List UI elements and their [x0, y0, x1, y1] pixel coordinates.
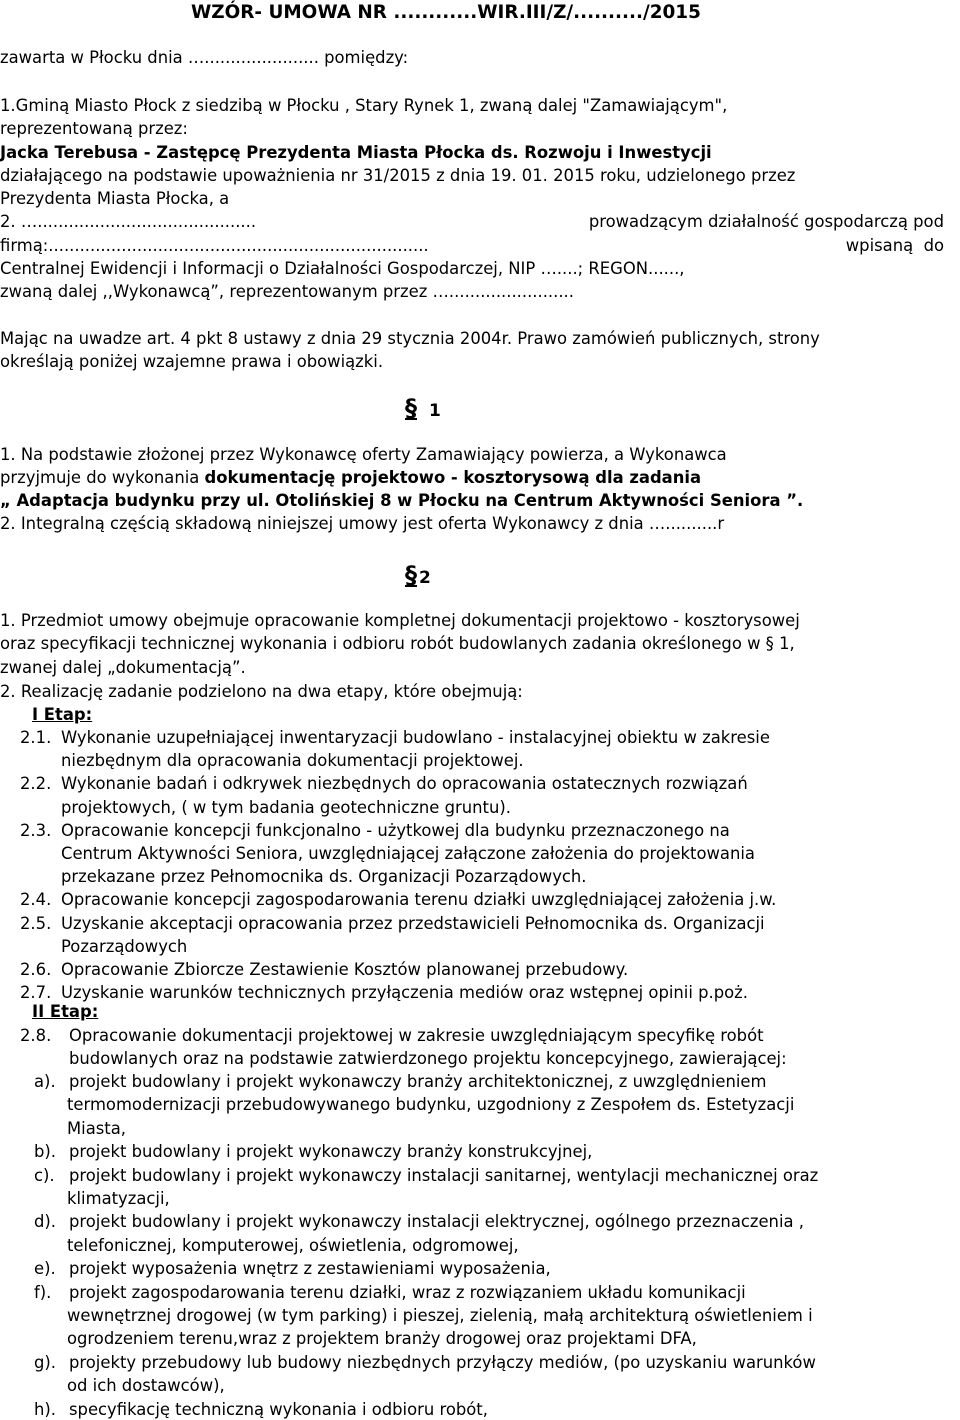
s1-task-name: „ Adaptacja budynku przy ul. Otolińskiej 8 w Płocku na Centrum Aktywności Seniora ”.: [0, 491, 804, 510]
stage-2-label: II Etap:: [32, 1002, 99, 1021]
stage-2-subitem-text: projekt wyposażenia wnętrz z zestawieniami wyposażenia,: [69, 1259, 551, 1279]
s1-para1-line1: 1. Na podstawie złożonej przez Wykonawcę oferty Zamawiający powierza, a Wykonawca: [0, 445, 727, 464]
stage-1-item-text: Wykonanie uzupełniającej inwentaryzacji budowlano - instalacyjnej obiektu w zakresie: [61, 728, 770, 747]
stage-1-item-text: Wykonanie badań i odkrywek niezbędnych do opracowania ostatecznych rozwiązań: [61, 774, 748, 794]
stage-1-label: I Etap:: [32, 705, 93, 724]
document-title: WZÓR- UMOWA NR ............WIR.III/Z/........../2015: [191, 2, 701, 23]
stage-2-subitem-text: ogrodzeniem terenu,wraz z projektem branży drogowej oraz projektami DFA,: [67, 1329, 697, 1349]
stage-2-subitem-text: projekt budowlany i projekt wykonawczy instalacji sanitarnej, wentylacji mechanicznej oraz: [69, 1165, 819, 1185]
stage-2-item-text: Opracowanie dokumentacji projektowej w zakresie uwzględniającym specyfikę robót: [69, 1026, 764, 1045]
section-mark: §: [405, 394, 417, 422]
party1-line5: Prezydenta Miasta Płocka, a: [0, 189, 230, 208]
legal-basis-line1: Mając na uwadze art. 4 pkt 8 ustawy z dnia 29 stycznia 2004r. Prawo zamówień publicznych, strony: [0, 329, 820, 348]
stage-2-subitem-number: f).: [34, 1282, 52, 1302]
party2-line2-right: wpisaną do: [845, 236, 944, 255]
s1-para1-line2-bold: dokumentację projektowo - kosztorysową dla zadania: [204, 468, 702, 487]
party1-line1: 1.Gminą Miasto Płock z siedzibą w Płocku , Stary Rynek 1, zwaną dalej "Zamawiającym",: [0, 96, 728, 115]
stage-1-item-text: Opracowanie koncepcji funkcjonalno - użytkowej dla budynku przeznaczonego na: [61, 820, 730, 840]
stage-2-subitem-number: c).: [34, 1165, 55, 1185]
stage-1-item-number: 2.7.: [20, 983, 52, 1003]
stage-2-subitem-number: a).: [34, 1072, 56, 1091]
party1-representative: Jacka Terebusa - Zastępcę Prezydenta Miasta Płocka ds. Rozwoju i Inwestycji: [0, 143, 712, 162]
stage-1-item-text: Opracowanie koncepcji zagospodarowania terenu działki uwzględniającej założenia j.w.: [61, 890, 777, 910]
stage-1-item-text: przekazane przez Pełnomocnika ds. Organizacji Pozarządowych.: [61, 867, 587, 887]
legal-basis-line2: określają poniżej wzajemne prawa i obowiązki.: [0, 352, 384, 371]
stage-2-subitem-text: projekt budowlany i projekt wykonawczy branży architektonicznej, z uwzględnieniem: [69, 1072, 767, 1091]
party1-line4: działającego na podstawie upoważnienia nr 31/2015 z dnia 19. 01. 2015 roku, udzielonego przez: [0, 166, 796, 185]
stage-1-item-number: 2.4.: [20, 890, 52, 910]
party2-line2-left: firmą:.........................................................................: [0, 236, 429, 255]
s1-para2: 2. Integralną częścią składową niniejszej umowy jest oferta Wykonawcy z dnia …..........r: [0, 514, 725, 533]
stage-1-item-number: 2.2.: [20, 774, 52, 794]
stage-2-subitem-text: klimatyzacji,: [67, 1189, 170, 1208]
stage-2-subitem-text: Miasta,: [67, 1118, 126, 1138]
stage-2-subitem-number: d).: [34, 1212, 57, 1232]
party2-line1-left: 2. …..........................................: [0, 212, 257, 231]
section-1-number: 1: [429, 401, 441, 421]
stage-2-subitem-text: projekty przebudowy lub budowy niezbędnych przyłączy mediów, (po uzyskaniu warunków: [69, 1352, 816, 1372]
s2-para2: 2. Realizację zadanie podzielono na dwa etapy, które obejmują:: [0, 682, 523, 701]
stage-1-item-text: Pozarządowych: [61, 936, 188, 956]
stage-1-item-number: 2.5.: [20, 913, 52, 933]
stage-2-subitem-number: h).: [34, 1399, 56, 1419]
party2-line4: zwaną dalej ,,Wykonawcą”, reprezentowanym przez …........................: [0, 282, 574, 301]
stage-1-item-text: Opracowanie Zbiorcze Zestawienie Kosztów planowanej przebudowy.: [61, 960, 629, 979]
stage-2-subitem-text: projekt zagospodarowania terenu działki, wraz z rozwiązaniem układu komunikacji: [69, 1282, 746, 1302]
stage-2-subitem-number: e).: [34, 1259, 56, 1279]
stage-2-subitem-text: projekt budowlany i projekt wykonawczy branży konstrukcyjnej,: [69, 1142, 593, 1162]
stage-2-item-number: 2.8.: [20, 1026, 52, 1045]
contract-place-date: zawarta w Płocku dnia …...................... pomiędzy:: [0, 48, 409, 67]
stage-2-subitem-text: termomodernizacji przebudowywanego budynku, uzgodniony z Zespołem ds. Estetyzacji: [67, 1095, 795, 1115]
section-2-heading: [405, 563, 431, 590]
section-1-heading: [405, 396, 441, 423]
s1-para1-line2: [0, 468, 701, 488]
stage-1-item-number: 2.6.: [20, 960, 52, 979]
party2-line3: Centralnej Ewidencji i Informacji o Działalności Gospodarczej, NIP …....; REGON......,: [0, 259, 685, 278]
stage-1-item-text: Centrum Aktywności Seniora, uwzględniającej załączone założenia do projektowania: [61, 844, 755, 863]
stage-2-subitem-text: specyfikację techniczną wykonania i odbioru robót,: [69, 1399, 488, 1419]
party1-line2: reprezentowaną przez:: [0, 119, 188, 138]
stage-1-item-text: niezbędnym dla opracowania dokumentacji projektowej.: [61, 751, 524, 771]
stage-2-subitem-number: b).: [34, 1142, 57, 1162]
s2-para1-line3: zwanej dalej „dokumentacją”.: [0, 658, 246, 677]
stage-2-subitem-text: wewnętrznej drogowej (w tym parking) i pieszej, zielenią, małą architekturą oświetleniem i: [67, 1306, 813, 1325]
stage-1-item-text: projektowych, ( w tym badania geotechniczne gruntu).: [61, 797, 511, 817]
s2-para1-line1: 1. Przedmiot umowy obejmuje opracowanie kompletnej dokumentacji projektowo - kosztorysowej: [0, 611, 800, 630]
stage-2-item-text: budowlanych oraz na podstawie zatwierdzonego projektu koncepcyjnego, zawierającej:: [69, 1049, 787, 1069]
stage-1-item-text: Uzyskanie akceptacji opracowania przez przedstawicieli Pełnomocnika ds. Organizacji: [61, 913, 765, 933]
section-2-number: 2: [419, 568, 431, 588]
section-mark: §: [405, 561, 417, 589]
party2-line2: [0, 236, 944, 256]
party2-line1: [0, 212, 944, 232]
party2-line1-right: prowadzącym działalność gospodarczą pod: [588, 212, 944, 231]
stage-2-subitem-text: od ich dostawców),: [67, 1376, 225, 1396]
s1-para1-line2-plain: przyjmuje do wykonania: [0, 468, 205, 487]
s2-para1-line2: oraz specyfikacji technicznej wykonania i odbioru robót budowlanych zadania określonego w § 1,: [0, 634, 795, 653]
stage-2-subitem-number: g).: [34, 1352, 57, 1372]
stage-2-subitem-text: telefonicznej, komputerowej, oświetlenia, odgromowej,: [67, 1235, 519, 1255]
stage-1-item-number: 2.1.: [20, 728, 52, 747]
stage-1-item-text: Uzyskanie warunków technicznych przyłączenia mediów oraz wstępnej opinii p.poż.: [61, 983, 748, 1003]
stage-2-subitem-text: projekt budowlany i projekt wykonawczy instalacji elektrycznej, ogólnego przeznaczenia ,: [69, 1212, 804, 1232]
stage-1-item-number: 2.3.: [20, 820, 52, 840]
